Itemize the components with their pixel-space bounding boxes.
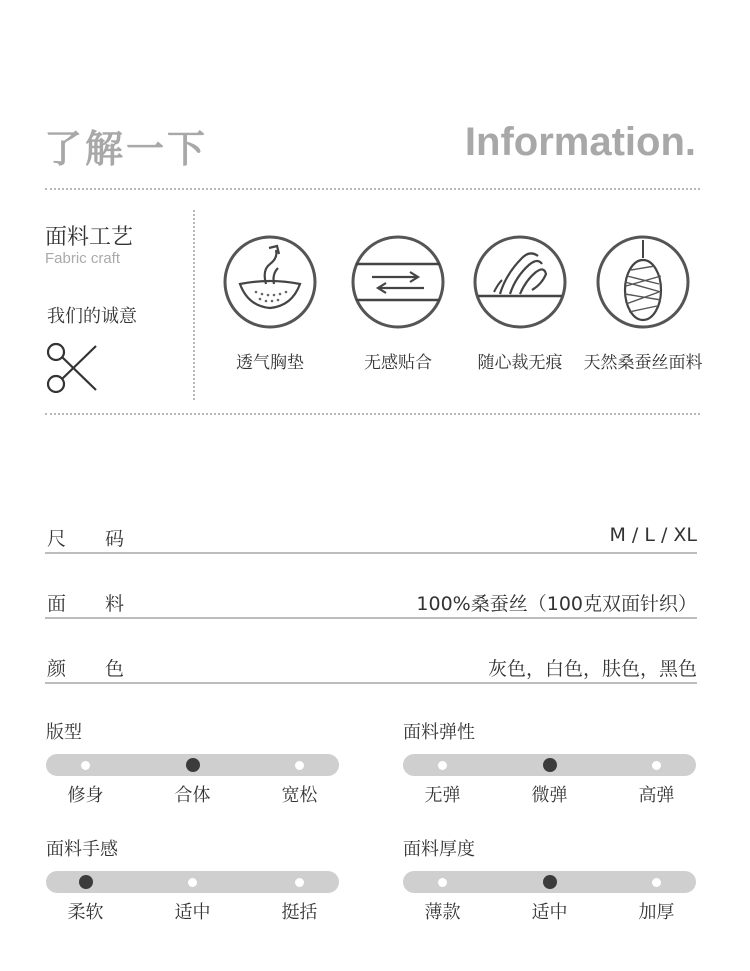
scale-marker-selected (79, 875, 93, 889)
scissors-icon (44, 340, 100, 396)
scale-thickness (403, 871, 696, 893)
scale-option-label: 挺括 (281, 902, 318, 923)
scale-title-elasticity: 面料弹性 (403, 722, 475, 743)
craft-bottom-divider (45, 413, 700, 415)
seamless-fit-icon (350, 234, 446, 330)
title-english: Information. (464, 120, 696, 164)
scale-fit (46, 754, 339, 776)
scale-marker-selected (543, 758, 557, 772)
cut-free-icon (472, 234, 568, 330)
scale-option-label: 适中 (531, 902, 568, 923)
scale-option-label: 修身 (67, 785, 104, 806)
scale-marker (81, 761, 90, 770)
scale-marker (652, 761, 661, 770)
scale-marker (295, 878, 304, 887)
scale-option-label: 薄款 (424, 902, 461, 923)
scale-marker (188, 878, 197, 887)
scale-option-label: 合体 (174, 785, 211, 806)
scale-marker (652, 878, 661, 887)
feature-seamless-fit (333, 234, 463, 373)
scale-option-label: 加厚 (638, 902, 675, 923)
craft-title: 面料工艺 (45, 225, 134, 250)
scale-elasticity (403, 754, 696, 776)
scale-hand-feel (46, 871, 339, 893)
scale-marker (438, 761, 447, 770)
scale-option-label: 无弹 (424, 785, 461, 806)
spec-value: 灰色，白色，肤色，黑色 (487, 658, 697, 680)
scale-marker-selected (543, 875, 557, 889)
breathable-pad-icon (222, 234, 318, 330)
spec-value: M / L / XL (609, 524, 697, 546)
scale-marker (438, 878, 447, 887)
scale-option-label: 高弹 (638, 785, 675, 806)
craft-subtitle: Fabric craft (45, 250, 121, 267)
feature-label: 天然桑蚕丝面料 (583, 353, 703, 373)
scale-marker (295, 761, 304, 770)
top-divider (45, 188, 700, 190)
feature-label: 无感贴合 (364, 353, 432, 373)
spec-row-size (45, 520, 697, 554)
feature-breathable-pad (205, 234, 335, 373)
feature-silk-cocoon (578, 234, 708, 373)
feature-label: 透气胸垫 (236, 353, 304, 373)
promise-label: 我们的诚意 (47, 306, 137, 327)
spec-label: 尺 码 (47, 528, 125, 550)
scale-option-label: 宽松 (281, 785, 318, 806)
section-divider-vertical (193, 210, 195, 400)
feature-label: 随心裁无痕 (477, 353, 563, 373)
spec-row-fabric (45, 585, 697, 619)
scale-option-label: 微弹 (531, 785, 568, 806)
scale-marker-selected (186, 758, 200, 772)
feature-cut-free (455, 234, 585, 373)
title-chinese: 了解一下 (44, 127, 209, 171)
spec-label: 颜 色 (47, 658, 125, 680)
scale-option-label: 柔软 (67, 902, 104, 923)
spec-label: 面 料 (47, 593, 125, 615)
silk-cocoon-icon (595, 234, 691, 330)
scale-option-label: 适中 (174, 902, 211, 923)
scale-title-hand-feel: 面料手感 (46, 839, 118, 860)
scale-title-thickness: 面料厚度 (403, 839, 475, 860)
spec-row-color (45, 650, 697, 684)
scale-title-fit: 版型 (46, 722, 82, 743)
spec-value: 100%桑蚕丝（100克双面针织） (416, 593, 697, 615)
